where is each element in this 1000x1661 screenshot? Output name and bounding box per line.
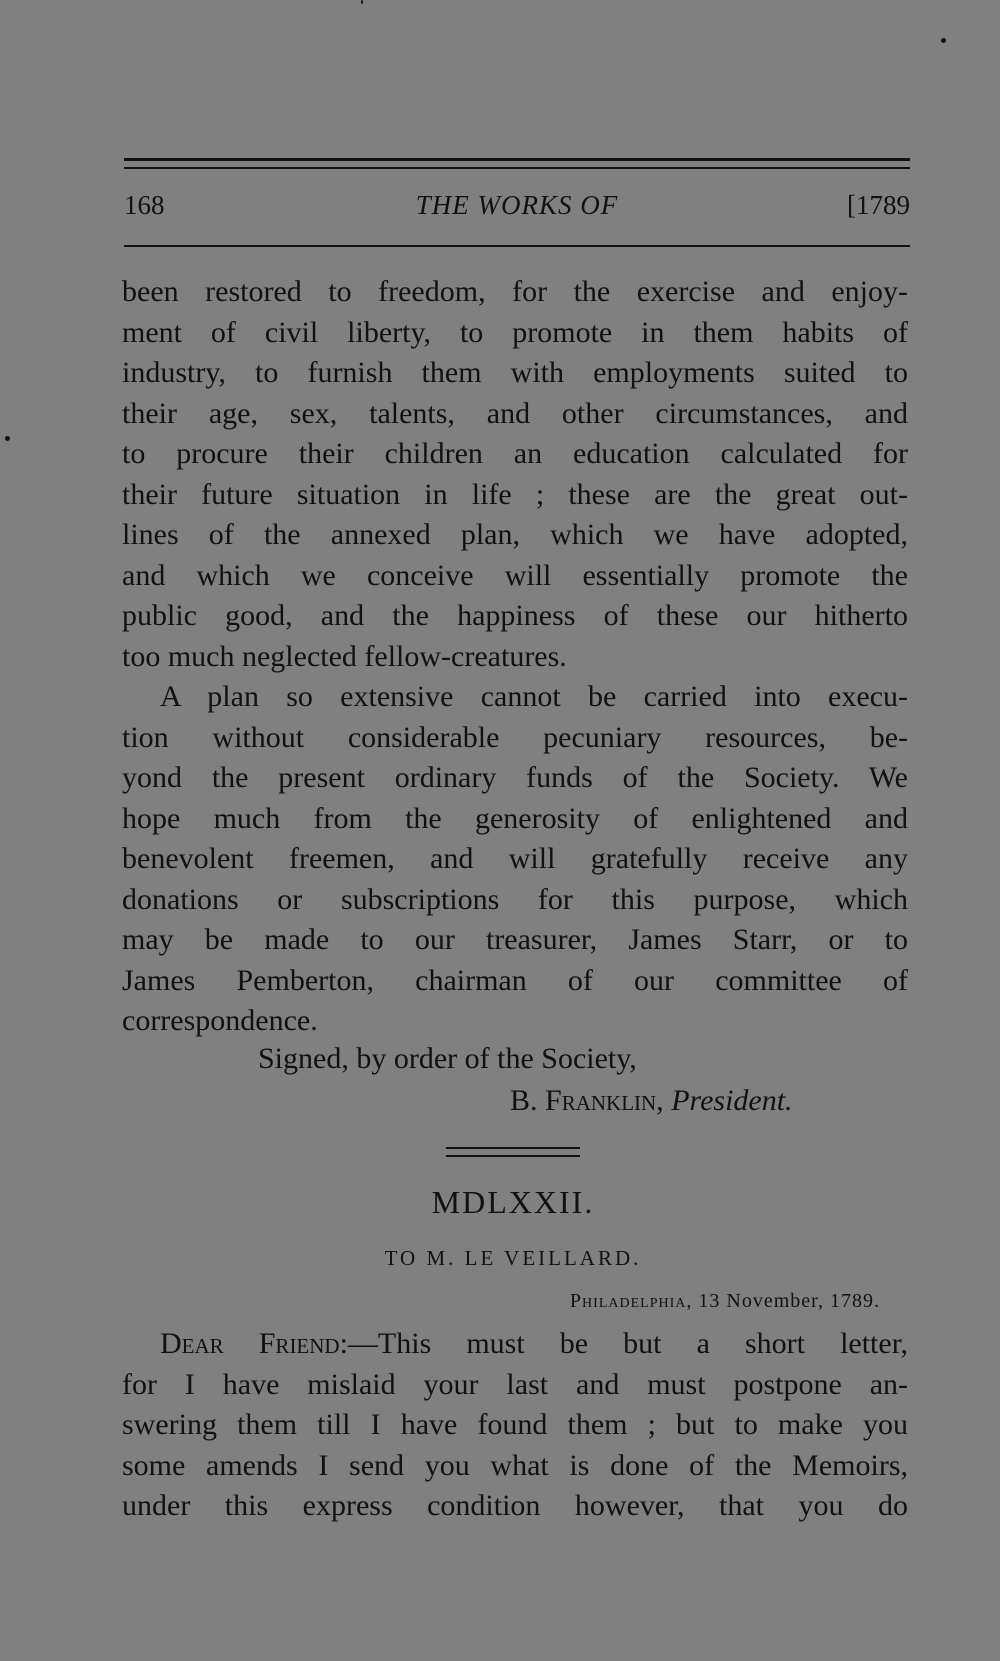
text-line: to procure their children an education calculated for [122,437,908,470]
text-line: correspondence. [122,1004,318,1037]
letter-text: :—This must be but a short letter, [339,1327,908,1360]
paragraph-2 [122,677,908,1042]
text-line: lines of the annexed plan, which we have adopted, [122,518,908,551]
letter-number: MDLXXII. [431,1184,595,1220]
signer-title: President. [671,1084,793,1117]
scan-speck [5,436,10,441]
running-title: THE WORKS OF [415,190,619,220]
text-line: swering them till I have found them ; but to make you [122,1408,908,1441]
text-line [122,1324,908,1365]
text-line: some amends I send you what is done of the Memoirs, [122,1448,908,1482]
text-line: A plan so extensive cannot be carried into execu- [160,680,908,713]
letter-body [122,1324,908,1527]
scan-speck [361,0,363,4]
signature [510,1084,793,1118]
text-line: James Pemberton, chairman of our committee of [122,963,908,997]
scan-speck [941,38,946,43]
text-line: under this express condition however, that you do [122,1489,908,1522]
letter-place: Philadelphia, [569,1290,693,1312]
header-year: [1789 [847,190,910,220]
running-header [124,190,910,230]
text-line: their future situation in life ; these are the great out- [122,477,908,511]
text-line: ment of civil liberty, to promote in them habits of [122,315,908,349]
section-divider [446,1155,580,1157]
text-line: too much neglected fellow-creatures. [122,639,567,673]
text-line: tion without considerable pecuniary resources, be- [122,720,908,754]
letter-date: 13 November, 1789. [698,1290,880,1312]
text-line: been restored to freedom, for the exercise and enjoy- [122,275,908,308]
letter-dateline [570,1290,880,1313]
header-rule [124,245,910,247]
text-line: and which we conceive will essentially promote the [122,558,908,592]
text-line: for I have mislaid your last and must postpone an- [122,1367,908,1401]
signed-line: Signed, by order of the Society, [258,1042,637,1075]
section-divider [446,1147,580,1149]
text-line: benevolent freemen, and will gratefully receive any [122,842,908,875]
text-line: may be made to our treasurer, James Starr, or to [122,923,908,956]
top-rule-thin [124,167,910,169]
text-line: their age, sex, talents, and other circumstances, and [122,396,908,430]
salutation: Dear Friend [160,1327,340,1360]
signer-name: B. Franklin, [510,1084,664,1117]
text-line: hope much from the generosity of enlightened and [122,801,908,835]
page-number: 168 [124,190,165,220]
top-rule [124,158,910,161]
text-line: yond the present ordinary funds of the Society. We [122,761,908,794]
letter-recipient: TO M. LE VEILLARD. [384,1246,642,1270]
text-line: donations or subscriptions for this purpose, which [122,882,908,916]
text-line: industry, to furnish them with employments suited to [122,356,908,389]
paragraph-1 [122,272,908,677]
text-line: public good, and the happiness of these our hitherto [122,599,908,632]
